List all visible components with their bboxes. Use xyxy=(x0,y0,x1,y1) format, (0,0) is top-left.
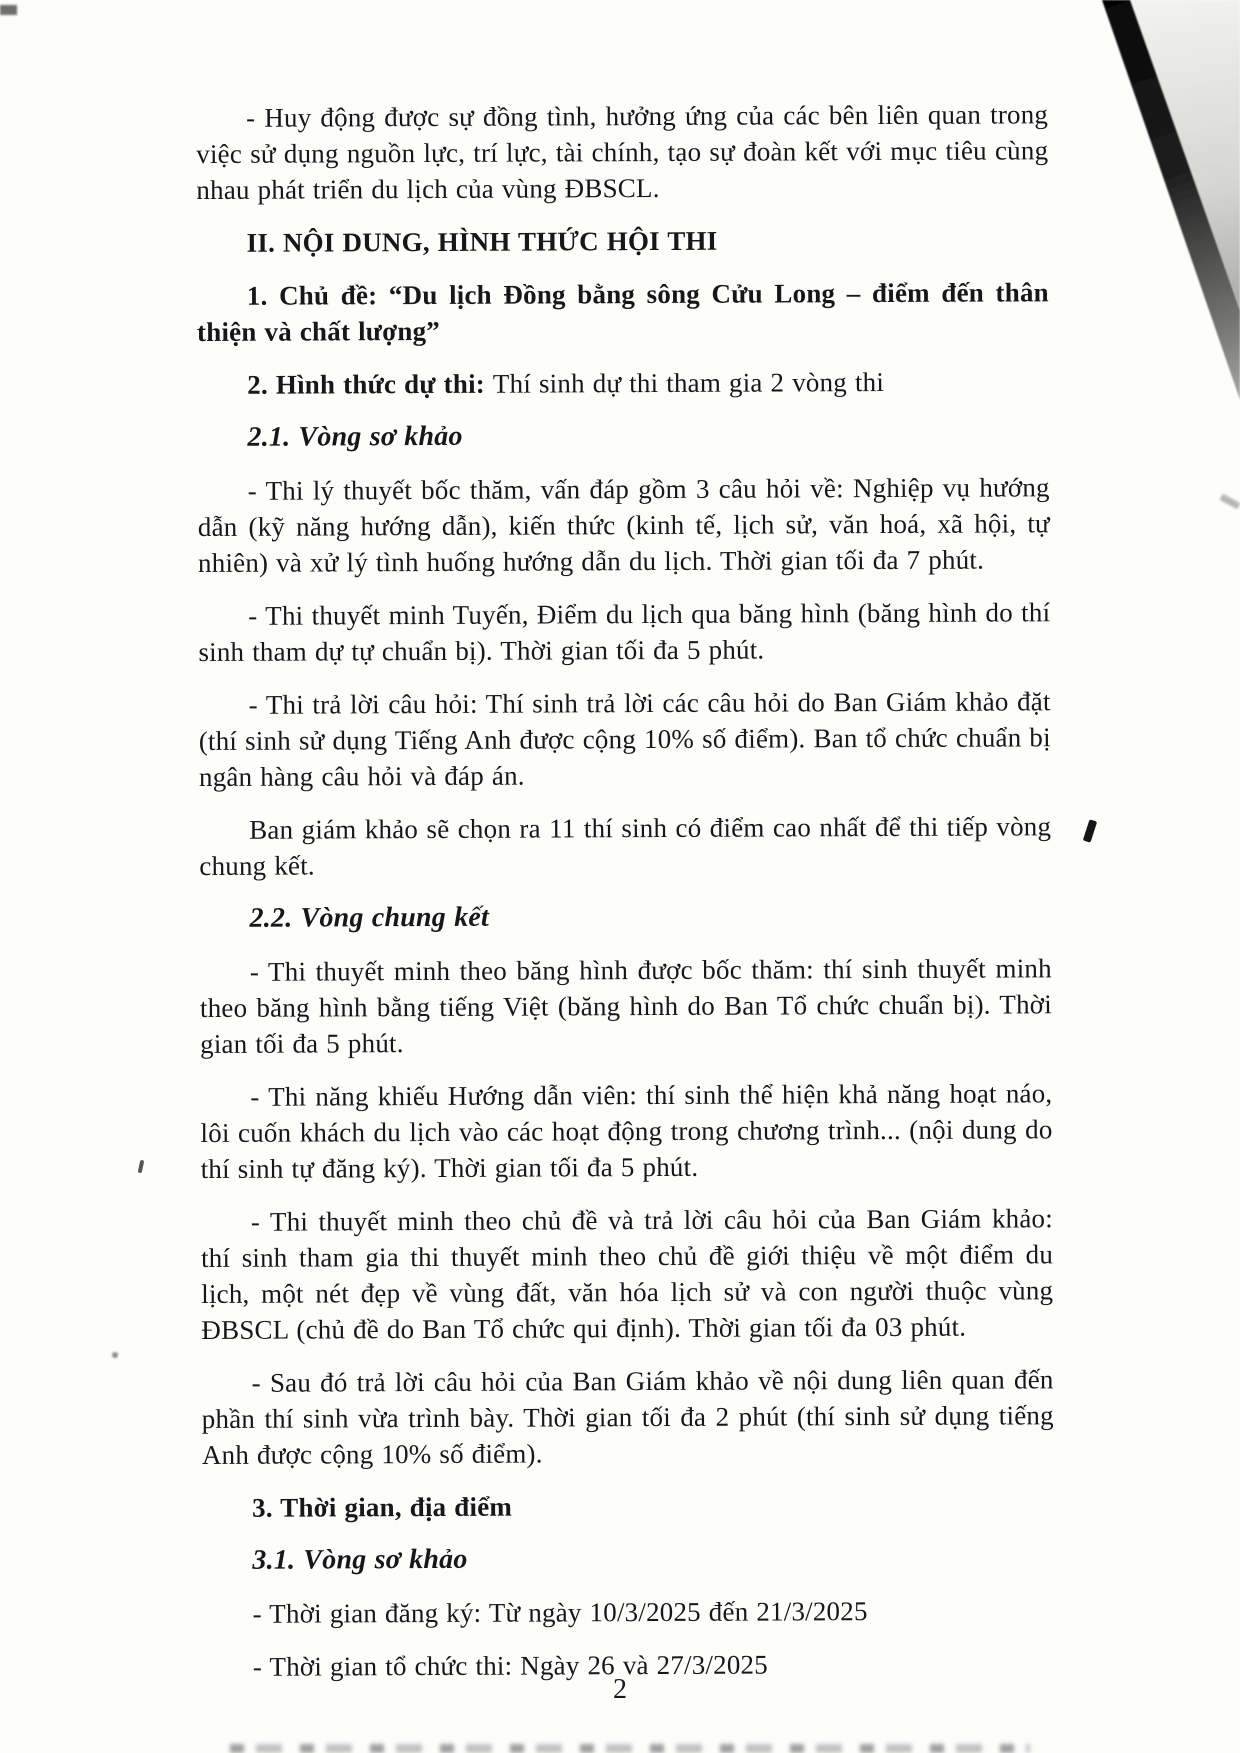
paragraph xyxy=(202,1361,1054,1473)
text-run: Thí sinh dự thi tham gia 2 vòng thi xyxy=(492,367,885,399)
paragraph xyxy=(196,96,1048,208)
scan-speck xyxy=(1220,494,1240,510)
paragraph xyxy=(198,594,1050,670)
subsection-heading xyxy=(197,416,1049,456)
scan-speck xyxy=(1083,819,1097,842)
text-run: - Sau đó trả lời câu hỏi của Ban Giám khảo về nội dung liên quan đến phần thí sinh vừa trình bày. Thời gian tối đa 2 phút (thí sinh sử dụng tiếng Anh được cộng 10% số điểm). xyxy=(201,1364,1054,1470)
document-body xyxy=(196,96,1055,1702)
text-run: - Thi thuyết minh theo băng hình được bốc thăm: thí sinh thuyết minh theo băng hình bằng tiếng Việt (băng hình do Ban Tổ chức chuẩn bị). Thời gian tối đa 5 phút. xyxy=(199,953,1053,1059)
scan-speck xyxy=(138,1160,145,1174)
scan-speck xyxy=(112,1352,118,1358)
text-run: - Thi năng khiếu Hướng dẫn viên: thí sinh thể hiện khả năng hoạt náo, lôi cuốn khách du lịch vào các hoạt động trong chương trình... (nội dung do thí sinh tự đăng ký). Thời gian tối đa 5 phút. xyxy=(200,1078,1053,1184)
text-run: - Huy động được sự đồng tình, hưởng ứng của các bên liên quan trong việc sử dụng nguồn lực, trí lực, tài chính, tạo sự đoàn kết với mục tiêu cùng nhau phát triển du lịch của vùng ĐBSCL. xyxy=(196,99,1049,205)
subsection-heading xyxy=(199,897,1051,937)
paragraph xyxy=(201,1200,1054,1348)
text-run: Ban giám khảo sẽ chọn ra 11 thí sinh có điểm cao nhất để thi tiếp vòng chung kết. xyxy=(199,811,1052,881)
paragraph xyxy=(197,274,1049,350)
section-heading xyxy=(202,1486,1054,1526)
text-run: 2.2. Vòng chung kết xyxy=(249,901,490,934)
text-run: 1. Chủ đề: “Du lịch Đồng bằng sông Cửu Long – điểm đến thân thiện và chất lượng” xyxy=(196,277,1049,347)
paragraph xyxy=(203,1592,1055,1632)
page-number: 2 xyxy=(613,1674,627,1705)
text-run: - Thời gian tổ chức thi: Ngày 26 và 27/3/2025 xyxy=(252,1649,768,1682)
text-run: 2. Hình thức dự thi: xyxy=(247,368,493,400)
text-run: - Thời gian đăng ký: Từ ngày 10/3/2025 đến 21/3/2025 xyxy=(252,1596,868,1629)
paragraph xyxy=(199,683,1051,795)
text-run: II. NỘI DUNG, HÌNH THỨC HỘI THI xyxy=(246,225,718,258)
paragraph xyxy=(197,363,1049,403)
text-run: - Thi thuyết minh theo chủ đề và trả lời câu hỏi của Ban Giám khảo: thí sinh tham gia thi thuyết minh theo chủ đề giới thiệu về một điểm du lịch, một nét đẹp về vùng đất, văn hóa lịch sử và con người thuộc vùng ĐBSCL (chủ đề do Ban Tổ chức qui định). Thời gian tối đa 03 phút. xyxy=(200,1203,1054,1345)
section-heading xyxy=(197,221,1049,261)
scan-mark-top-left xyxy=(0,5,17,15)
text-run: - Thi thuyết minh Tuyến, Điểm du lịch qua băng hình (băng hình do thí sinh tham dự tự chuẩn bị). Thời gian tối đa 5 phút. xyxy=(198,597,1051,667)
paragraph xyxy=(198,469,1050,581)
paragraph xyxy=(200,1075,1052,1187)
paragraph xyxy=(200,950,1052,1062)
scan-noise-bottom-edge xyxy=(230,1744,1030,1753)
paragraph xyxy=(199,808,1051,884)
text-run: 3.1. Vòng sơ khảo xyxy=(252,1543,468,1576)
text-run: 3. Thời gian, địa điểm xyxy=(252,1491,513,1523)
text-run: - Thi lý thuyết bốc thăm, vấn đáp gồm 3 câu hỏi về: Nghiệp vụ hướng dẫn (kỹ năng hướng dẫn), kiến thức (kinh tế, lịch sử, văn hoá, xã hội, tự nhiên) và xử lý tình huống hướng dẫn du lịch. Thời gian tối đa 7 phút. xyxy=(197,472,1050,578)
text-run: - Thi trả lời câu hỏi: Thí sinh trả lời các câu hỏi do Ban Giám khảo đặt (thí sinh sử dụng Tiếng Anh được cộng 10% số điểm). Ban tổ chức chuẩn bị ngân hàng câu hỏi và đáp án. xyxy=(198,686,1051,792)
text-run: 2.1. Vòng sơ khảo xyxy=(247,420,463,453)
subsection-heading xyxy=(202,1539,1054,1579)
